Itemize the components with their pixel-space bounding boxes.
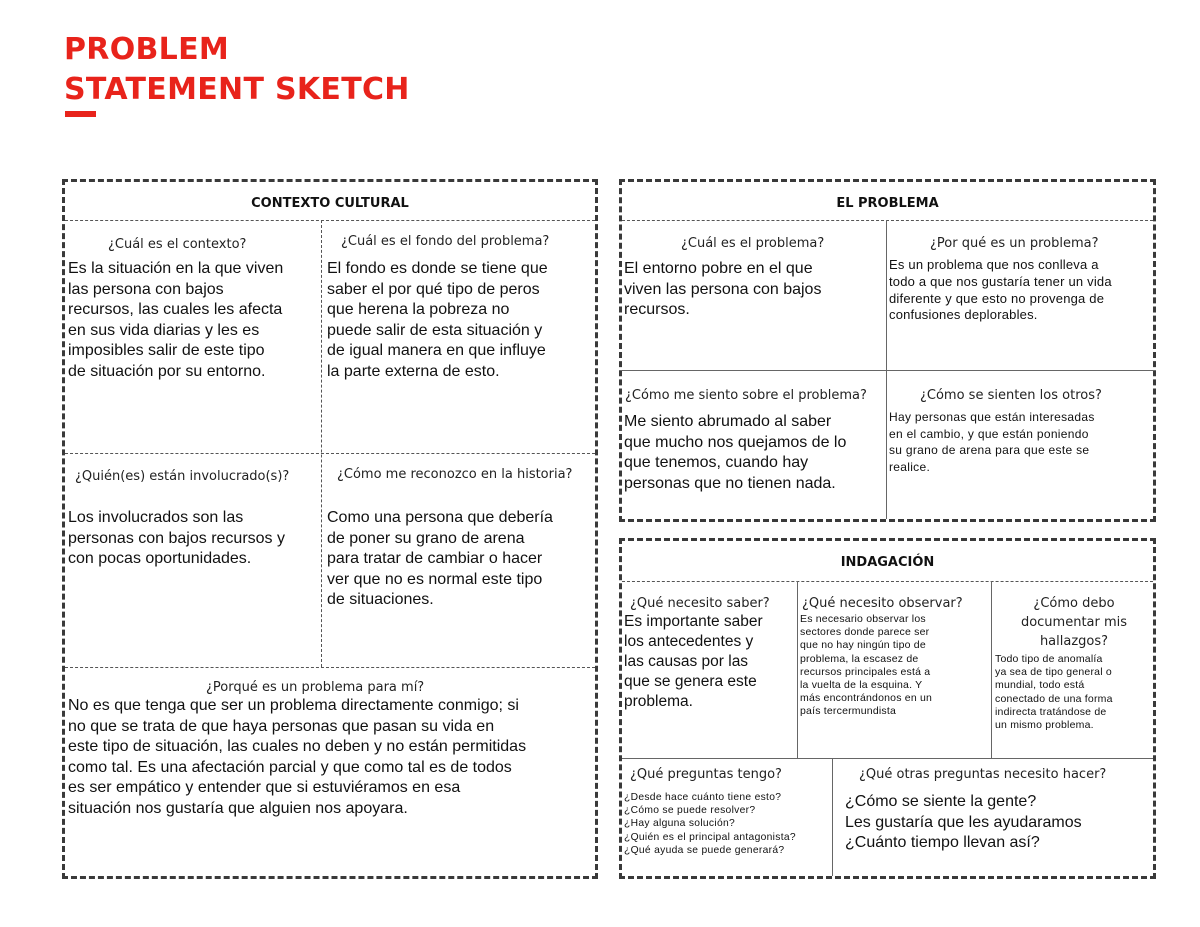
column-divider [832,758,833,876]
answer-need-to-observe: Es necesario observar los sectores donde parece ser que no hay ningún tipo de problema, la escasez de recursos principales está a la vuelta de la esquina. Y más encontrándonos en un país tercermundista [800,613,933,718]
contexto-heading: CONTEXTO CULTURAL [251,196,409,211]
problema-heading: EL PROBLEMA [836,196,939,211]
answer-document-findings: Todo tipo de anomalía ya sea de tipo general o mundial, todo está conectado de una forma indirecta tratándose de un mismo problema. [995,653,1113,732]
question-how-i-feel: ¿Cómo me siento sobre el problema? [625,388,867,403]
answer-need-to-know: Es importante saber los antecedentes y las causas por las que se genera este problema. [624,613,763,710]
question-context: ¿Cuál es el contexto? [108,237,247,252]
question-why-problem: ¿Por qué es un problema? [930,236,1099,251]
answer-why-problem-for-me: No es que tenga que ser un problema directamente conmigo; si no que se trata de que haya personas que pasan su vida en este tipo de situación, las cuales no deben y no están permitidas como tal. Es una afectación parcial y que como tal es de todos es ser empático y entender que si estuviéramos en esa situación nos gustaría que alguien nos apoyara. [68,697,527,817]
question-how-others-feel: ¿Cómo se sienten los otros? [920,388,1102,403]
row-divider [65,453,595,454]
title-line-1: PROBLEM [64,32,230,67]
indagacion-panel [619,538,1156,879]
question-other-questions: ¿Qué otras preguntas necesito hacer? [859,767,1107,782]
answer-recognize-myself: Como una persona que debería de poner su grano de arena para tratar de cambiar o hacer ver que no es normal este tipo de situaciones. [327,509,553,609]
answer-what-problem: El entorno pobre en el que viven las persona con bajos recursos. [624,260,822,319]
page-title [64,30,410,110]
question-my-questions: ¿Qué preguntas tengo? [630,767,782,782]
title-underline-accent [65,111,96,117]
question-who-involved: ¿Quién(es) están involucrado(s)? [75,469,290,484]
row-divider [622,370,1153,371]
question-why-problem-for-me: ¿Porqué es un problema para mí? [206,680,425,695]
answer-problem-background: El fondo es donde se tiene que saber el por qué tipo de peros que herena la pobreza no puede salir de esta situación y de igual manera en que influye la parte externa de esto. [327,260,548,380]
section-divider [622,220,1153,221]
section-divider [65,220,595,221]
column-divider [991,581,992,758]
title-line-2: STATEMENT SKETCH [64,72,410,107]
el-problema-panel [619,179,1156,522]
row-divider [65,667,595,668]
section-divider [622,581,1153,582]
answer-context: Es la situación en la que viven las persona con bajos recursos, las cuales les afecta en sus vida diarias y les es imposibles salir de este tipo de situación por su entorno. [68,260,284,380]
row-divider [622,758,1153,759]
question-what-problem: ¿Cuál es el problema? [681,236,825,251]
contexto-cultural-panel [62,179,598,879]
question-document-findings: ¿Cómo debo documentar mis hallazgos? [1020,596,1128,649]
answer-how-i-feel: Me siento abrumado al saber que mucho nos quejamos de lo que tenemos, cuando hay personas que no tienen nada. [624,413,847,492]
question-need-to-know: ¿Qué necesito saber? [630,596,770,611]
column-divider [797,581,798,758]
column-divider [321,220,322,667]
question-recognize-myself: ¿Cómo me reconozco en la historia? [337,467,573,482]
answer-my-questions: ¿Desde hace cuánto tiene esto? ¿Cómo se puede resolver? ¿Hay alguna solución? ¿Quién es el principal antagonista? ¿Qué ayuda se puede generará? [624,792,796,856]
indagacion-heading: INDAGACIÓN [840,555,935,570]
question-need-to-observe: ¿Qué necesito observar? [802,596,963,611]
question-problem-background: ¿Cuál es el fondo del problema? [341,234,550,249]
answer-who-involved: Los involucrados son las personas con bajos recursos y con pocas oportunidades. [68,509,285,568]
answer-other-questions: ¿Cómo se siente la gente? Les gustaría que les ayudaramos ¿Cuánto tiempo llevan así? [845,793,1082,852]
answer-how-others-feel: Hay personas que están interesadas en el cambio, y que están poniendo su grano de arena para que este se realice. [889,410,1095,474]
answer-why-problem: Es un problema que nos conlleva a todo a que nos gustaría tener un vida diferente y que esto no provenga de confusiones deplorables. [889,257,1112,323]
